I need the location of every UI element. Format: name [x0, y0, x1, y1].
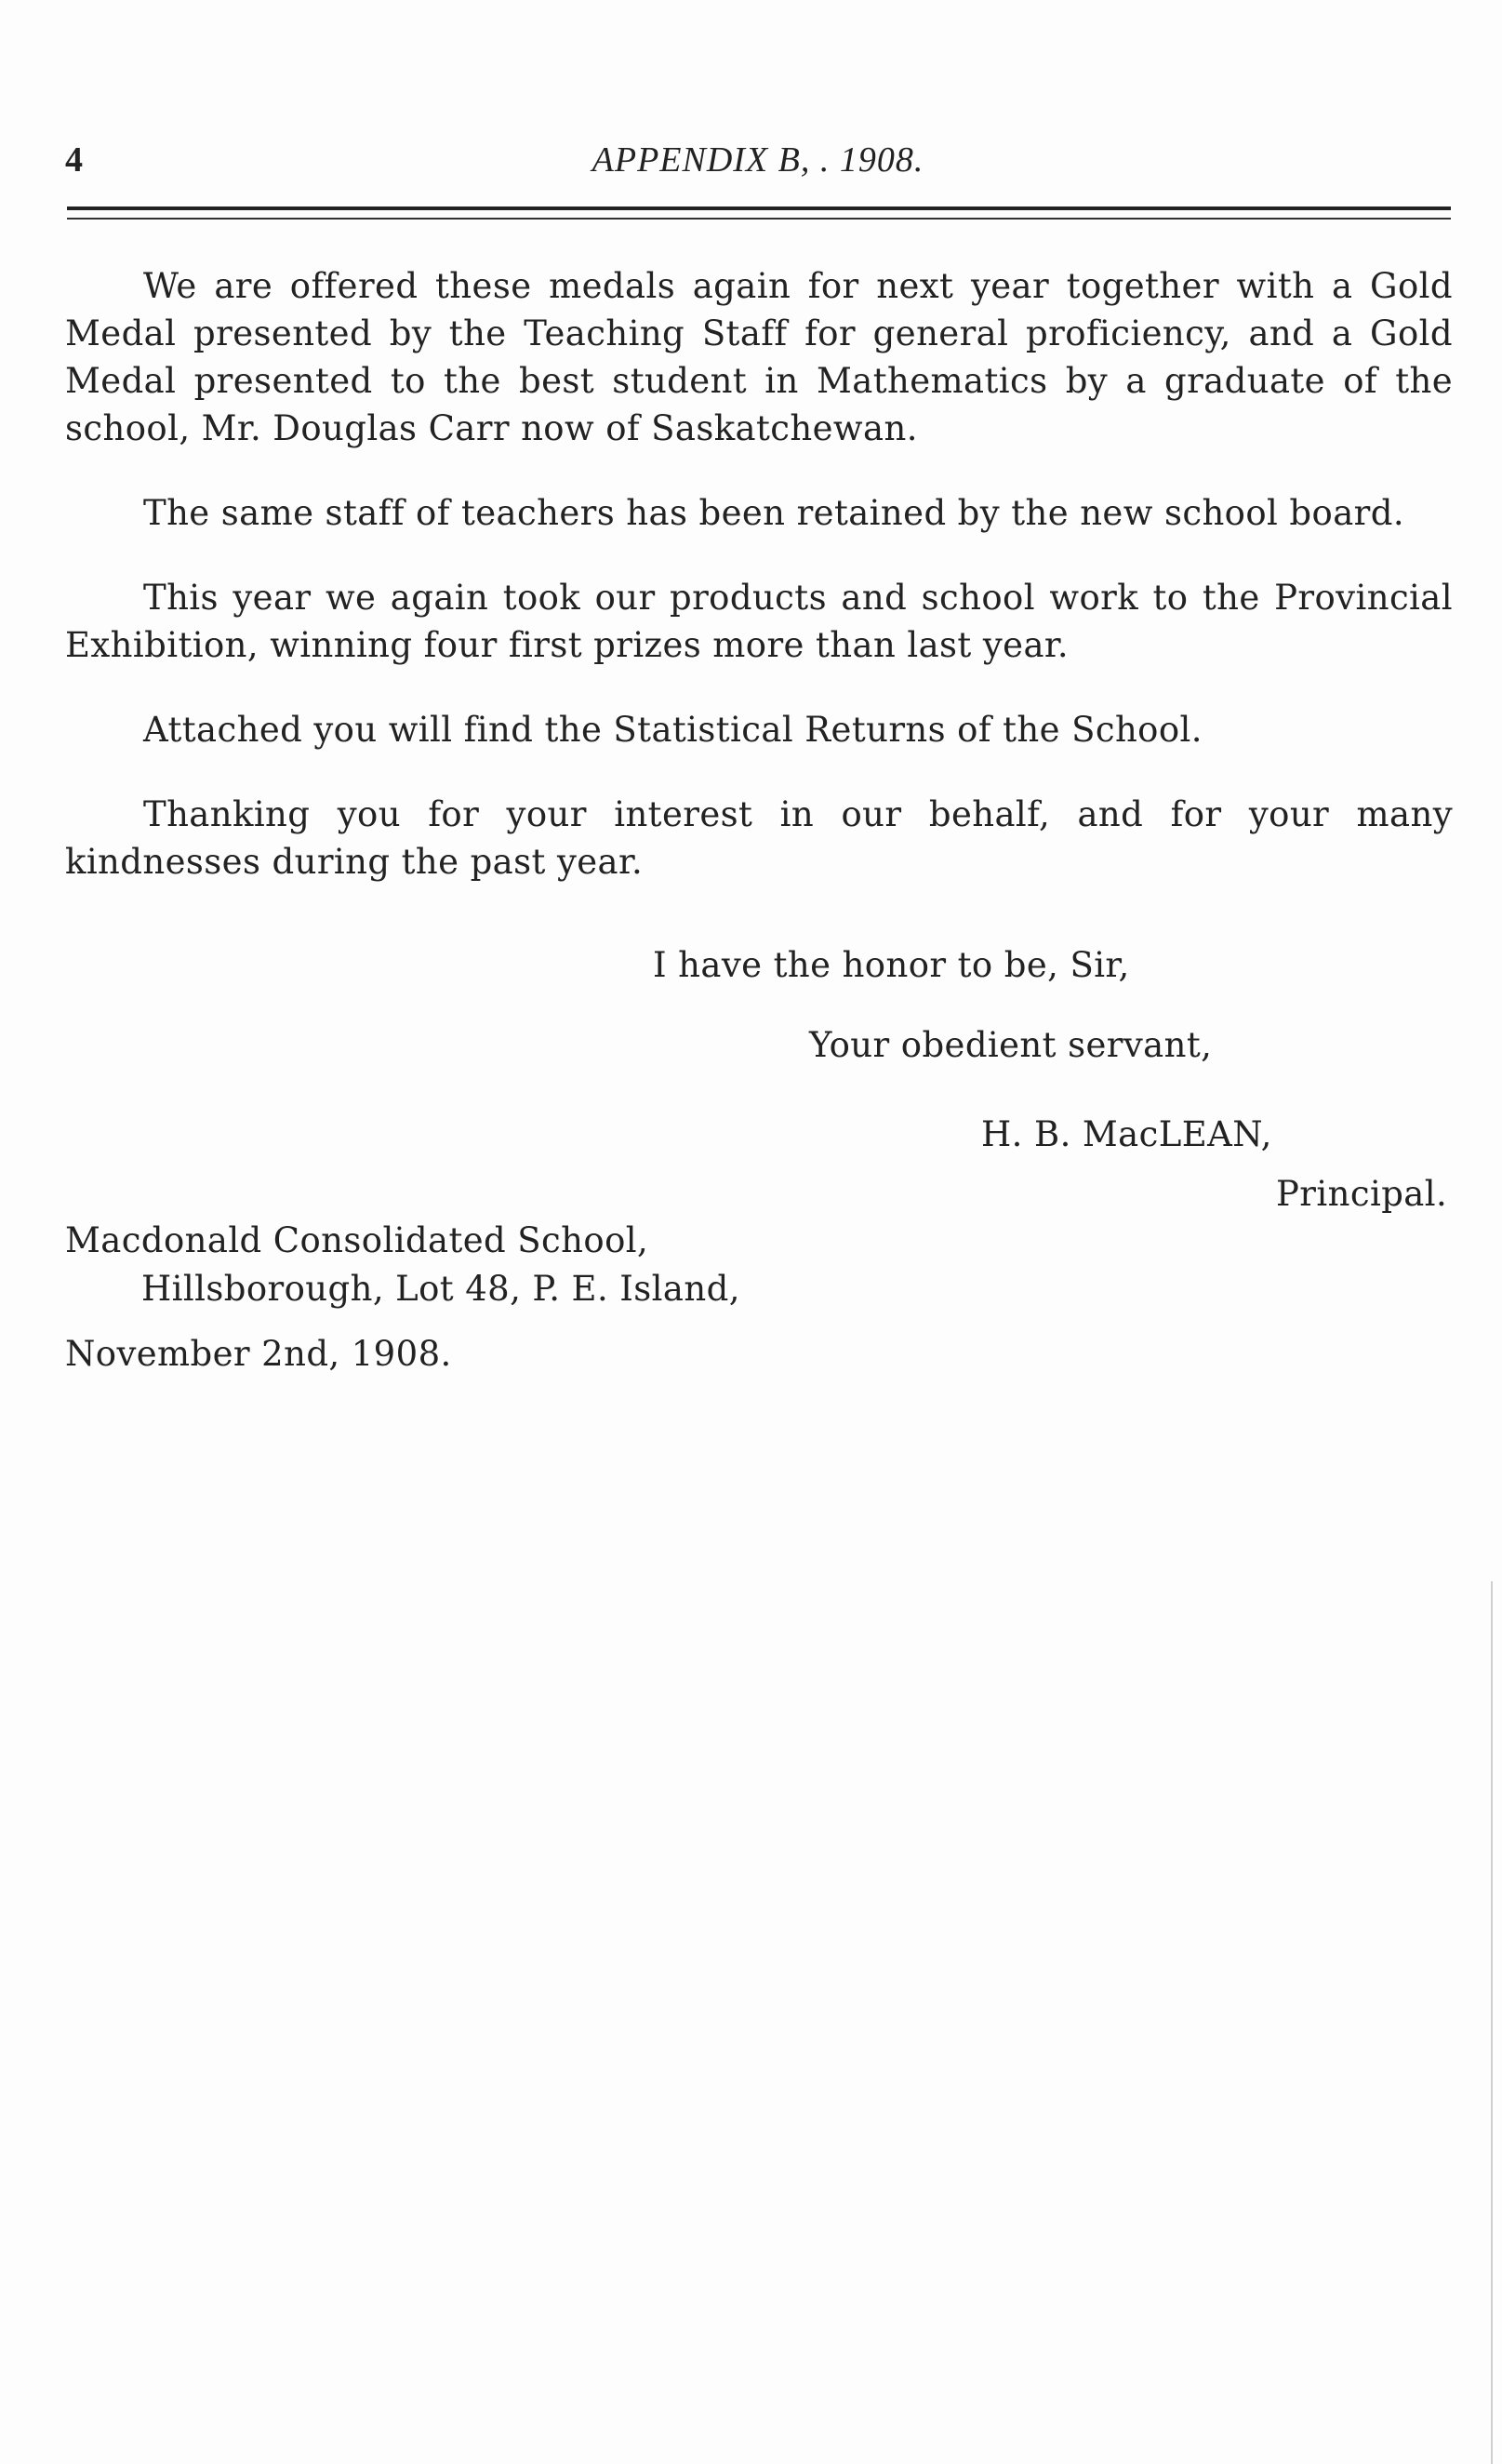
signatory-title: Principal.: [1276, 1174, 1448, 1214]
paragraph-returns: Attached you will find the Statistical Returns of the School.: [143, 710, 1203, 750]
running-head: APPENDIX B, . 1908.: [591, 140, 924, 180]
paragraph-medals: We are offered these medals again for next year together with a Gold Medal presented by the Teaching Staff for general proficiency, and a Gold Medal presented to the best student in Mathematics by a graduate of the school, Mr. Douglas Carr now of Saskatchewan.: [65, 266, 1453, 448]
header-rule-thin: [67, 218, 1451, 220]
address-line-location: Hillsborough, Lot 48, P. E. Island,: [141, 1269, 740, 1309]
header-rule-thick: [67, 206, 1451, 210]
page-number: 4: [65, 140, 83, 180]
paragraph-thanks: Thanking you for your interest in our behalf, and for your many kindnesses during the past year.: [65, 794, 1453, 882]
letter-body: [65, 262, 1453, 886]
scan-edge-shadow: [1491, 1581, 1493, 2464]
letter-date: November 2nd, 1908.: [65, 1334, 452, 1374]
address-line-school: Macdonald Consolidated School,: [65, 1220, 649, 1260]
paragraph-staff: The same staff of teachers has been retained by the new school board.: [143, 493, 1404, 533]
salutation: I have the honor to be, Sir,: [653, 945, 1130, 985]
valediction: Your obedient servant,: [809, 1025, 1213, 1065]
page-header: [65, 140, 1451, 195]
signature: H. B. MacLEAN,: [981, 1114, 1272, 1154]
paragraph-exhibition: This year we again took our products and school work to the Provincial Exhibition, winning four first prizes more than last year.: [65, 578, 1453, 665]
